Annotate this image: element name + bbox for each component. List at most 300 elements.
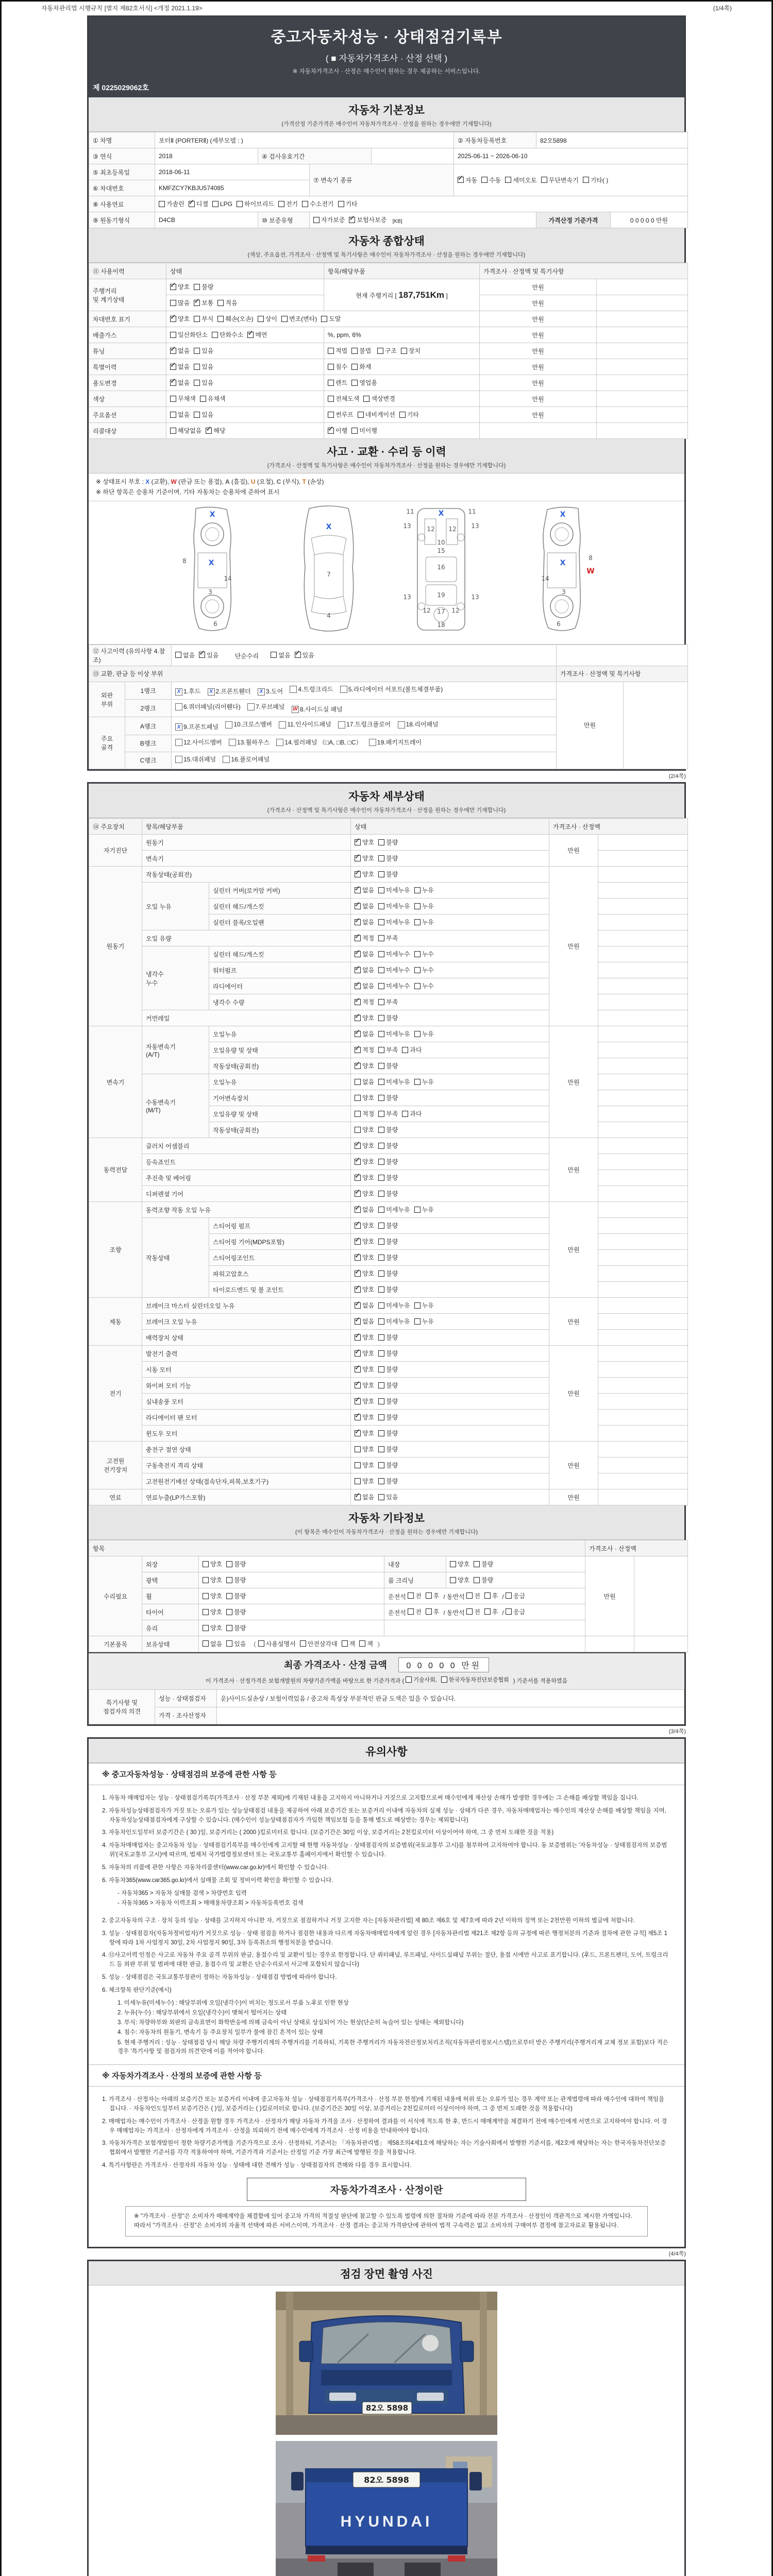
checkbox-option[interactable]: 불량: [378, 870, 398, 878]
svg-text:X: X: [560, 510, 566, 519]
checkbox-option[interactable]: 없음: [355, 1077, 374, 1086]
panel-item[interactable]: X 2.프론트휀더: [208, 686, 251, 698]
panel-item[interactable]: 17.트렁크플로어: [338, 719, 391, 731]
checkbox-option[interactable]: ✓ 이행: [328, 426, 347, 435]
checkbox-option[interactable]: ✓ 자동: [458, 176, 477, 184]
checkbox-option[interactable]: 미세누수: [378, 981, 410, 990]
checkbox-option[interactable]: 무채색: [170, 394, 196, 403]
checkbox-option[interactable]: 후: [484, 1607, 498, 1616]
parts-price: 만원: [557, 682, 624, 769]
svg-text:8: 8: [182, 557, 187, 565]
checkbox-option[interactable]: 응급: [506, 1591, 525, 1600]
checkbox-option[interactable]: 잭: [342, 1639, 356, 1648]
checkbox-option[interactable]: 미세누유: [378, 1301, 410, 1310]
checkbox-option[interactable]: 화재: [351, 362, 371, 371]
checkbox-option[interactable]: 불량: [226, 1607, 246, 1616]
checkbox-option[interactable]: 불량: [378, 1477, 398, 1485]
checkbox-option[interactable]: ✓ 양호: [355, 1173, 374, 1182]
checkbox-option[interactable]: 전: [466, 1607, 480, 1616]
checkbox-option[interactable]: 잭: [359, 1639, 373, 1648]
checkbox-option[interactable]: 전: [408, 1607, 422, 1616]
checkbox-option[interactable]: 전체도색: [328, 394, 359, 403]
checkbox-option[interactable]: 불량: [378, 1173, 398, 1182]
checkbox-option[interactable]: 있음: [194, 378, 213, 387]
final-price-bar: 최종 가격조사 · 산정 금액 0 0 0 0 0 만원 이 가격조사 · 산정가격은 보험개발원의 차량기준가액을 바탕으로 한 기준가격과 ( 기술사회, 한국자동차진단보증협회 ) 기준서를 적용하였음: [89, 1652, 684, 1689]
report-note: ※ 자동차가격조사 · 산정은 매수인이 원하는 경우 제공하는 서비스입니다.: [292, 69, 481, 75]
checkbox-option[interactable]: 변조(변타): [281, 314, 317, 323]
svg-text:15: 15: [437, 547, 445, 554]
group-price: 만원: [549, 1442, 598, 1489]
checkbox-option[interactable]: 미세누유: [378, 902, 410, 910]
checkbox-option[interactable]: 누유: [414, 1077, 434, 1086]
checkbox-option[interactable]: 불량: [226, 1591, 246, 1600]
registration-number: 82오5898: [536, 132, 688, 148]
checkbox-option[interactable]: 부족: [378, 934, 398, 942]
checkbox-option[interactable]: ✓ 있음: [199, 651, 219, 659]
panel-item[interactable]: 18.리어패널: [398, 719, 439, 731]
checkbox-option[interactable]: ✓ 적정: [355, 997, 374, 1006]
checkbox-option[interactable]: 후: [484, 1591, 498, 1600]
checkbox-option[interactable]: 미세누유: [378, 918, 410, 926]
checkbox-option[interactable]: ✓ 양호: [355, 1365, 374, 1374]
checkbox-option[interactable]: 불량: [378, 1141, 398, 1150]
checkbox-option[interactable]: ✓ 양호: [355, 1013, 374, 1022]
svg-text:6: 6: [557, 620, 561, 628]
panel-item[interactable]: 10.크로스멤버: [225, 719, 272, 731]
checkbox-option[interactable]: 적음: [217, 298, 237, 307]
checkbox-option[interactable]: 양호: [355, 1445, 374, 1453]
inspector-comment: 운)사이드실손상 / 보험이력있음 / 중고차 특성상 부분적인 판금 도색은 있을 수 있습니다.: [217, 1690, 684, 1707]
accident-header: 사고 · 교환 · 수리 등 이력 (가격조사 · 산정액 및 특기사항은 매수인이 자동차가격조사 · 산정을 원하는 경우에만 기재합니다): [89, 439, 684, 473]
checkbox-option[interactable]: 기타: [338, 199, 358, 208]
checkbox-option[interactable]: 누유: [414, 1301, 434, 1310]
other-table: 항목 가격조사 · 산정액 수리필요 외장 양호 불량 내장 양호 불량 만원 광택 양호 불량 룸 크리닝 양호 불량 휠 양호 불량 운전석 전 후 / 동반석 전 후 / 응급 타이어 양호 불량 운전석 전 후 / 동반석 전 후 / 응급 유리 양호 불량 기본품목 보유상태 없음 있음 （ 사용설명서 안전삼각대 잭 잭 ）: [89, 1540, 688, 1652]
checkbox-option[interactable]: 네비게이션: [358, 410, 395, 419]
checkbox-option[interactable]: 불량: [194, 282, 213, 291]
group-price: 만원: [549, 1489, 598, 1505]
checkbox-option[interactable]: 양호: [355, 1461, 374, 1469]
panel-item[interactable]: 5.라디에이터 서포트(볼트체결부품): [340, 684, 443, 696]
checkbox-option[interactable]: 안전삼각대: [300, 1639, 338, 1648]
comprehensive-header: 자동차 종합상태 (색상, 주요옵션, 가격조사 · 산정액 및 특기사항은 매수인이 자동차가격조사 · 산정을 원하는 경우에만 기재합니다): [89, 228, 684, 263]
checkbox-option[interactable]: 가솔린: [159, 199, 184, 208]
checkbox-option[interactable]: 전: [408, 1591, 422, 1600]
checkbox-option[interactable]: 기술사회,: [406, 1675, 437, 1684]
checkbox-option[interactable]: ✓ 양호: [355, 854, 374, 862]
checkbox-option[interactable]: ✓ 보험사보증: [349, 215, 386, 224]
checkbox-option[interactable]: 한국자동차진단보증협회: [441, 1675, 509, 1684]
checkbox-option[interactable]: ✓ 없음: [170, 346, 190, 355]
price-definition-text: ※ "가격조사 · 산정"은 소비자가 매매계약을 체결함에 있어 중고차 가격의 적절성 판단에 참고할 수 있도록 법령에 의한 절차와 기준에 따라 전문 가격조사 · 산정인이 객관적으로 제시한 가액입니다. 따라서 "가격조사 · 산정"은 소비자의 자율적 선택에 따른 서비스이며, 가격조사 · 산정 결과는 중고차 가격판단에 관하여 법적 구속력은 없고 소비자의 구매여부 결정에 참고자료로 활용됩니다.: [125, 2206, 648, 2236]
checkbox-option[interactable]: 없음: [175, 651, 195, 659]
checkbox-option[interactable]: 하이브리드: [237, 199, 274, 208]
panel-item[interactable]: 12.사이드멤버: [175, 737, 222, 749]
vin: KMFZCY7KBJU574085: [155, 180, 310, 196]
checkbox-option[interactable]: 적법: [328, 346, 347, 355]
comprehensive-section: [89, 228, 684, 439]
checkbox-option[interactable]: 불량: [378, 1061, 398, 1070]
checkbox-option[interactable]: 불량: [378, 1237, 398, 1246]
checkbox-option[interactable]: 불량: [378, 1349, 398, 1358]
group-price: 만원: [549, 867, 598, 1026]
checkbox-option[interactable]: 도말: [321, 314, 341, 323]
checkbox-option[interactable]: 불량: [378, 1157, 398, 1166]
svg-text:8: 8: [589, 554, 593, 562]
panel-item[interactable]: 13.휠하우스: [229, 737, 270, 749]
basic-table: ① 차명 포터Ⅱ (PORTERⅡ) (세부모델 : ) ② 자동차등록번호 82오5898 ③ 연식 2018 ④ 검사유효기간 2025-06-11 ~ 2026-06-10 ⑤ 최초등록일 2018-06-11 ⑦ 변속기 종류 ✓ 자동 수동 세미오토 무단변속기 기타( ) ⑥ 차대번호 KMFZCY7KBJU574085 ⑧ 사용연료 가솔린 ✓ 디젤 LPG 하이브리드 전기 수소전기 기타 ⑨ 원동기형식 D4CB ⑩ 보증유형 자가보증 ✓ 보험사보증 [KB] 가격산정 기준가격 0 0 0 0 0 만원: [89, 132, 688, 228]
svg-text:4: 4: [327, 612, 331, 619]
checkbox-option[interactable]: ✓ 양호: [355, 838, 374, 846]
checkbox-option[interactable]: 불량: [378, 838, 398, 846]
page-marker-2: (2/4쪽): [668, 773, 686, 780]
svg-text:17: 17: [437, 607, 445, 615]
checkbox-option[interactable]: 양호: [355, 1477, 374, 1485]
checkbox-option[interactable]: ✓ 없음: [355, 1205, 374, 1214]
inspector-comment: [217, 1707, 684, 1724]
checkbox-option[interactable]: 불량: [378, 1221, 398, 1230]
section-box-1: [87, 15, 686, 771]
svg-text:16: 16: [437, 563, 445, 571]
checkbox-option[interactable]: 누수: [414, 950, 434, 958]
checkbox-option[interactable]: 과다: [402, 1045, 422, 1054]
damage-diagram-wrap: [89, 501, 684, 645]
panel-item[interactable]: 16.플로어패널: [223, 754, 270, 766]
svg-text:12: 12: [451, 606, 460, 614]
checkbox-option[interactable]: 불량: [378, 1381, 398, 1389]
checkbox-option[interactable]: 불량: [378, 1269, 398, 1278]
panel-item[interactable]: 6.쿼더패널(리어휀다): [175, 701, 241, 713]
engine-type: D4CB: [155, 212, 258, 228]
checkbox-option[interactable]: 사용설명서: [258, 1639, 296, 1648]
checkbox-option[interactable]: 누수: [414, 965, 434, 974]
checkbox-option[interactable]: 침수: [328, 362, 347, 371]
checkbox-option[interactable]: 과다: [402, 1109, 422, 1118]
svg-text:13: 13: [403, 522, 411, 530]
checkbox-option[interactable]: 훼손(오손): [217, 314, 253, 323]
inspection-photo-front: [276, 2292, 497, 2435]
checkbox-option[interactable]: 불량: [378, 1413, 398, 1421]
svg-text:X: X: [208, 558, 214, 567]
checkbox-option[interactable]: 불량: [378, 1285, 398, 1294]
checkbox-option[interactable]: 누수: [414, 981, 434, 990]
checkbox-option[interactable]: 있음: [378, 1493, 398, 1501]
checkbox-option[interactable]: ✓ 없음: [355, 902, 374, 910]
damage-code-legend: ※ 상태표시 부호 : X (교환), W (판금 또는 용접), A (흠집), U (요철), C (부식), T (손상) ※ 하단 항목은 승용차 기준이며, 기타 자동차는 승용차에 준하여 표시: [89, 473, 684, 501]
checkbox-option[interactable]: 없음: [271, 651, 290, 659]
checkbox-option[interactable]: ✓ 양호: [170, 314, 190, 323]
checkbox-option[interactable]: 있음: [194, 362, 213, 371]
checkbox-option[interactable]: ✓ 디젤: [189, 199, 208, 208]
checkbox-option[interactable]: ✓ 매연: [247, 330, 267, 339]
checkbox-option[interactable]: 있음: [194, 410, 213, 419]
svg-text:6: 6: [213, 620, 217, 628]
checkbox-option[interactable]: ✓ 없음: [170, 378, 190, 387]
checkbox-option[interactable]: 부족: [378, 997, 398, 1006]
checkbox-option[interactable]: ✓ 양호: [355, 1333, 374, 1342]
checkbox-option[interactable]: 불량: [226, 1575, 246, 1584]
checkbox-option[interactable]: 불량: [378, 1125, 398, 1134]
checkbox-option[interactable]: 구조: [377, 346, 397, 355]
checkbox-option[interactable]: 누유: [414, 1205, 434, 1214]
notice-list-1: 1. 자동차 매매업자는 성능 · 상태점검기록부(가격조사 · 산정 부분 제외)에 기재된 내용을 고지하지 아니하거나 거짓으로 고지함으로써 매수인에게 재산상 손해가 발생한 경우에는 그 손해를 배상할 책임을 집니다. 2. 자동차성능상태점검자가 거짓 또는 오류가 있는 성능상태점검 내용을 제공하여 아래 보증기간 또는 보증거리 이내에 자동차의 실제 성능 · 상태가 다른 경우, 자동차매매업자는 매수인의 재산상 손해를 배상할 책임을 지며, 자동차성능상태점검자에게 구상할 수 있습니다. (매수인이 성능상태점검자가 가입한 책임보험 등을 통해 별도로 배상받는 경우는 제외합니다) 3. 자동차인도일부터 보증기간은 ( 30 )일, 보증거리는 ( 2000 )킬로미터로 합니다. (보증기간은 30일 이상, 보증거리는 2천킬로미터 이상이어야 하며, 그 중 먼저 도래한 것을 적용) 4. 자동차매매업자는 중고자동차 성능 · 상태점검기록부를 매수인에게 고지할 때 현행 자동차성능 · 상태점검자의 보증범위(국토교통부 고시)를 첨부하여 고지하여야 합니다. 동 보증범위는 '자동차성능 · 상태점검자의 보증범위'(국토교통부 고시)에 따르며, 법제처 국가법령정보센터 또는 국토교통부 홈페이지에서 확인할 수 있습니다. 5. 자동차의 리콜에 관한 사항은 자동차리콜센터(www.car.go.kr)에서 확인할 수 있습니다. 6. 자동차365(www.car365.go.kr)에서 실매물 조회 및 정비이력 확인을 확인할 수 있습니다. - 자동차365 > 자동차 실매물 검색 > 차량번호 입력 - 자동차365 > 자동차 이력조회 > 매매용차량조회 > 자동차등록번호 검색 2. 중고자동차의 구조 · 장치 등의 성능 · 상태를 고지하지 아니한 자, 거짓으로 점검하거나 거짓 고지한 자는 [자동차관리법] 제 80조 제6호 및 제7호에 따라 2년 이하의 징역 또는 2천만원 이하의 벌금에 처합니다. 3. 성능 · 상태점검자(자동차정비업자)가 거짓으로 성능 · 상태 점검을 하거나 점검한 내용과 다르게 자동차매매업자에게 알린 경우 [자동차관리법 제21조 제2항 등의 규정에 따른 행정처분의 기준과 절차에 관한 규칙] 제5조 1항에 따라 1차 사업정지 30일, 2차 사업정지 90일, 3차 등록취소의 행정처분을 받습니다. 4. ⑫사고이력 인정은 사고로 자동차 주요 골격 부위의 판금, 용접수리 및 교환이 있는 경우로 한정합니다. 단 쿼터패널, 루프패널, 사이드실패널 부위는 절단, 용접 시에만 사고로 표기합니다. (후드, 프론트펜더, 도어, 트렁크리드 등 외판 부위 및 범퍼에 대한 판금, 용접수리 및 교환은 단순수리로서 사고에 포함되지 않습니다) 5. 성능 · 상태점검은 국토교통부장관이 정하는 자동차성능 · 상태점검 방법에 따라야 합니다. 6. 체크항목 판단기준(예시) 1. 미세누유(미세누수) : 해당부위에 오일(냉각수)이 비치는 정도로서 부품 노후로 인한 현상 2. 누유(누수) : 해당부위에서 오일(냉각수)이 맺혀서 떨어지는 상태 3. 부식: 차량하부와 외판의 금속표면이 화학반응에 의해 금속이 아닌 상태로 상실되어 가는 현상(단순히 녹슬어 있는 상태는 제외합니다) 4. 침수: 자동차의 원동기, 변속기 등 주요장치 일부가 물에 잠긴 흔적이 있는 상태 5. 현재 주행거리 : 성능 · 상태점검 당시 해당 차량 주행거리계의 주행거리를 기록하되, 기록한 주행거리가 자동차전산정보처리조직(자동차관리정보시스템)으로부터 받은 주행거리(주행거리계 교체 정보 포함)보다 적은 경우 '특기사항 및 점검자의 의견'란에 이를 적어야 합니다.: [102, 1795, 668, 2055]
checkbox-option[interactable]: ✓ 없음: [355, 1317, 374, 1326]
group-price: 만원: [549, 1202, 598, 1298]
checkbox-option[interactable]: 미세누유: [378, 1317, 410, 1326]
checkbox-option[interactable]: 적정: [355, 1109, 374, 1118]
svg-text:3: 3: [562, 588, 566, 596]
checkbox-option[interactable]: 불량: [474, 1575, 493, 1584]
checkbox-option[interactable]: 불량: [378, 1093, 398, 1102]
checkbox-option[interactable]: LPG: [212, 200, 232, 208]
svg-text:HYUNDAI: HYUNDAI: [340, 2513, 433, 2530]
checkbox-option[interactable]: 불량: [378, 1429, 398, 1437]
checkbox-option[interactable]: 불량: [378, 1333, 398, 1342]
checkbox-option[interactable]: ✓ 양호: [355, 1381, 374, 1389]
checkbox-option[interactable]: ✓ 양호: [355, 1157, 374, 1166]
notice-title: 유의사항: [365, 1746, 408, 1758]
report-title-band: [89, 17, 684, 80]
checkbox-option[interactable]: 세미오토: [505, 176, 536, 184]
transmission-options: [454, 164, 688, 196]
checkbox-option[interactable]: ✓ 없음: [355, 950, 374, 958]
checkbox-option[interactable]: 자가보증: [313, 215, 345, 224]
checkbox-option[interactable]: 후: [426, 1591, 440, 1600]
svg-text:14: 14: [224, 574, 232, 582]
svg-text:13: 13: [471, 522, 479, 530]
checkbox-option[interactable]: 불량: [378, 1461, 398, 1469]
checkbox-option[interactable]: ✓ 없음: [355, 965, 374, 974]
checkbox-option[interactable]: 기타( ): [583, 176, 609, 184]
checkbox-option[interactable]: 누유: [414, 902, 434, 910]
checkbox-option[interactable]: 수동: [481, 176, 501, 184]
checkbox-option[interactable]: 렌트: [328, 378, 347, 387]
checkbox-option[interactable]: 불량: [226, 1623, 246, 1632]
photos-header: [89, 2261, 684, 2285]
checkbox-option[interactable]: 양호: [203, 1575, 222, 1584]
checkbox-option[interactable]: ✓ 양호: [355, 1253, 374, 1262]
checkbox-option[interactable]: 불량: [226, 1560, 246, 1568]
inspection-period: 2025-06-11 ~ 2026-06-10: [454, 148, 688, 164]
checkbox-option[interactable]: ✓ 적정: [355, 1045, 374, 1054]
photos-title: 점검 장면 촬영 사진: [340, 2268, 433, 2280]
checkbox-option[interactable]: 후: [426, 1607, 440, 1616]
checkbox-option[interactable]: 색상변경: [363, 394, 395, 403]
checkbox-option[interactable]: ✓ 없음: [355, 1493, 374, 1501]
checkbox-option[interactable]: ✓ 양호: [355, 1061, 374, 1070]
checkbox-option[interactable]: 불량: [474, 1560, 493, 1568]
checkbox-option[interactable]: ✓ 없음: [355, 1029, 374, 1038]
checkbox-option[interactable]: ✓ 양호: [355, 1429, 374, 1437]
comprehensive-table: ⑪ 사용이력 상태 항목/해당부품 가격조사 · 산정액 및 특기사항 주행거리 및 계기상태 ✓ 양호 불량 현재 주행거리 [ 187,751Km ] 만원 많음 ✓ 보통 적음 만원 차대번호 표기 ✓ 양호 부식 훼손(오손) 상이 변조(변타) 도말 만원 배출가스 일산화탄소 탄화수소 ✓ 매연 %, ppm, 6% 만원 튜닝 ✓ 없음 있음 적법 불법 구조 장치 만원 특별이력 ✓ 없음 있음 침수 화재 만원 용도변경 ✓ 없음 있음 렌트 영업용 만원 색상 무채색 유채색 전체도색 색상변경 만원 주요옵션 없음 있음 썬루프 네비게이션 기타 만원 리콜대상 해당없음 ✓ 해당 ✓ 이행 미이행: [89, 263, 688, 439]
photos-body: [89, 2292, 684, 2576]
svg-text:18: 18: [437, 621, 445, 629]
checkbox-option[interactable]: 누유: [414, 1317, 434, 1326]
checkbox-option[interactable]: 양호: [355, 1125, 374, 1134]
checkbox-option[interactable]: 미세누수: [378, 965, 410, 974]
checkbox-option[interactable]: 장치: [401, 346, 421, 355]
checkbox-option[interactable]: 누유: [414, 918, 434, 926]
checkbox-option[interactable]: 양호: [450, 1560, 469, 1568]
checkbox-option[interactable]: ✓ 양호: [355, 1349, 374, 1358]
svg-text:3: 3: [208, 588, 212, 596]
checkbox-option[interactable]: 양호: [203, 1560, 222, 1568]
checkbox-option[interactable]: 양호: [203, 1623, 222, 1632]
checkbox-option[interactable]: 있음: [194, 346, 213, 355]
svg-text:12: 12: [448, 525, 457, 533]
panel-item[interactable]: X 1.후드: [175, 686, 200, 698]
checkbox-option[interactable]: ✓ 양호: [355, 1189, 374, 1198]
checkbox-option[interactable]: 미세누수: [378, 950, 410, 958]
svg-text:11: 11: [468, 507, 476, 515]
panel-item[interactable]: 11.인사이드패널: [279, 719, 331, 731]
checkbox-option[interactable]: 유채색: [200, 394, 226, 403]
checkbox-option[interactable]: 영업용: [351, 378, 377, 387]
checkbox-option[interactable]: ✓ 보통: [194, 298, 213, 307]
checkbox-option[interactable]: ✓ 없음: [355, 1301, 374, 1310]
panel-item[interactable]: X 3.도어: [258, 686, 283, 698]
svg-text:13: 13: [471, 593, 479, 601]
base-price: 0 0 0 0 0 만원: [611, 212, 688, 228]
checkbox-option[interactable]: 불법: [351, 346, 371, 355]
checkbox-option[interactable]: ✓ 없음: [170, 362, 190, 371]
checkbox-option[interactable]: 상이: [258, 314, 277, 323]
checkbox-option[interactable]: 없음: [203, 1639, 222, 1648]
checkbox-option[interactable]: 없음: [170, 410, 190, 419]
group-price: 만원: [549, 835, 598, 867]
detail-table: ⑭ 주요장치 항목/해당부품 상태 가격조사 · 산정액 자기진단 원동기 ✓ 양호 불량 만원 변속기 ✓ 양호 불량 원동기 작동상태(공회전) ✓ 양호 불량 만원 오일 누유 실린더 커버(로커암 커버) ✓ 없음 미세누유 누유 실린더 헤드/개스킷 ✓ 없음 미세누유 누유 실린더 블록/오일팬 ✓ 없음 미세누유 누유 오일 유량 ✓ 적정 부족 냉각수 누수 실린더 헤드/개스킷 ✓ 없음 미세누수 누수 워터펌프 ✓ 없음 미세누수 누수 라디에이터 ✓ 없음 미세누수 누수 냉각수 수량 ✓ 적정 부족 커먼레일 ✓ 양호 불량 변속기 자동변속기 (A/T) 오일누유 ✓ 없음 미세누유 누유 만원 오일유량 및 상태 ✓ 적정 부족 과다 작동상태(공회전) ✓ 양호 불량 수동변속기 (M/T) 오일누유 없음 미세누유 누유 기어변속장치 양호 불량 오일유량 및 상태 적정 부족 과다 작동상태(공회전) 양호 불량 동력전달 클러치 어셈블리 ✓ 양호 불량 만원 등속죠인트 ✓ 양호 불량 추진축 및 베어링 ✓ 양호 불량 디퍼렌셜 기어 ✓ 양호 불량 조향 동력조향 작동 오일 누유 ✓ 없음 미세누유 누유 만원 작동상태 스티어링 펌프 ✓ 양호 불량 스티어링 기어(MDPS포함) ✓ 양호 불량 스티어링조인트 ✓ 양호 불량 파워고압호스 ✓ 양호 불량 타이로드엔드 및 볼 조인트 ✓ 양호 불량 제동 브레이크 마스터 실린더오일 누유 ✓ 없음 미세누유 누유 만원 브레이크 오일 누유 ✓ 없음 미세누유 누유 배력장치 상태 ✓ 양호 불량 전기 발전기 출력 ✓ 양호 불량 만원 시동 모터 ✓ 양호 불량 와이퍼 모터 기능 ✓ 양호 불량 실내송풍 모터 ✓ 양호 불량 라디에이터 팬 모터 ✓ 양호 불량 윈도우 모터 ✓ 양호 불량 고전원 전기장치 충전구 절연 상태 양호 불량 만원 구동축전지 격리 상태 양호 불량 고전원전기배선 상태(접속단자,피복,보호기구) 양호 불량 연료 연료누출(LP가스포함) ✓ 없음 있음 만원: [89, 818, 688, 1505]
group-price: 만원: [549, 1346, 598, 1442]
checkbox-option[interactable]: 미세누유: [378, 1029, 410, 1038]
checkbox-option[interactable]: 전기: [278, 199, 298, 208]
notice-header: [89, 1739, 684, 1763]
svg-text:X: X: [438, 509, 444, 518]
panel-item[interactable]: W 8.사이드실 패널: [292, 704, 343, 716]
checkbox-option[interactable]: ✓ 없음: [355, 886, 374, 894]
checkbox-option[interactable]: 불량: [378, 1365, 398, 1374]
checkbox-option[interactable]: ✓ 있음: [295, 651, 314, 659]
checkbox-option[interactable]: 불량: [378, 1253, 398, 1262]
checkbox-option[interactable]: 있음: [226, 1639, 246, 1648]
checkbox-option[interactable]: 양호: [450, 1575, 469, 1584]
checkbox-option[interactable]: 부족: [378, 1109, 398, 1118]
remarks-table: 특기사항 및 점검자의 의견 성능 · 상태점검자 운)사이드실손상 / 보험이력있음 / 중고차 특성상 부분적인 판금 도색은 있을 수 있습니다. 가격 · 조사산정자: [89, 1689, 684, 1724]
checkbox-option[interactable]: ✓ 없음: [355, 981, 374, 990]
notice-subhead-1: ※ 중고자동차성능 · 상태점검의 보증에 관한 사항 등: [89, 1763, 684, 1785]
checkbox-option[interactable]: ✓ 양호: [355, 1285, 374, 1294]
checkbox-option[interactable]: 누유: [414, 1029, 434, 1038]
checkbox-option[interactable]: 기타: [399, 410, 419, 419]
checkbox-option[interactable]: 썬루프: [328, 410, 354, 419]
group-price: 만원: [549, 1298, 598, 1346]
checkbox-option[interactable]: ✓ 양호: [355, 1141, 374, 1150]
checkbox-option[interactable]: 부식: [194, 314, 213, 323]
checkbox-option[interactable]: 불량: [378, 1189, 398, 1198]
checkbox-option[interactable]: 부족: [378, 1045, 398, 1054]
checkbox-option[interactable]: 불량: [378, 854, 398, 862]
group-price: 만원: [549, 1026, 598, 1138]
svg-text:X: X: [560, 558, 566, 567]
svg-text:19: 19: [437, 591, 445, 599]
checkbox-option[interactable]: 누유: [414, 886, 434, 894]
checkbox-option[interactable]: 해당없음: [170, 426, 201, 435]
accident-history-section: [89, 439, 684, 769]
checkbox-option[interactable]: ✓ 적정: [355, 934, 374, 942]
svg-text:10: 10: [437, 538, 445, 546]
checkbox-option[interactable]: 불량: [378, 1445, 398, 1453]
checkbox-option[interactable]: 양호: [203, 1591, 222, 1600]
section-box-4: [87, 2260, 686, 2576]
checkbox-option[interactable]: ✓ 양호: [355, 1237, 374, 1246]
svg-text:13: 13: [403, 593, 411, 601]
svg-text:14: 14: [541, 574, 549, 582]
checkbox-option[interactable]: 미세누유: [378, 886, 410, 894]
svg-text:7: 7: [327, 570, 331, 578]
basic-header: 자동차 기본정보 (가격산정 기준가격은 매수인이 자동차가격조사 · 산정을 원하는 경우에만 기재합니다): [89, 97, 684, 132]
checkbox-option[interactable]: 탄화수소: [212, 330, 243, 339]
checkbox-option[interactable]: ✓ 양호: [355, 1397, 374, 1405]
svg-text:12: 12: [427, 525, 435, 533]
panel-item[interactable]: 19.패키지트레이: [369, 737, 422, 749]
section-box-3: [87, 1737, 686, 2248]
detail-condition-section: [89, 784, 684, 1505]
checkbox-option[interactable]: 불량: [378, 1013, 398, 1022]
report-title: 중고자동차성능 · 상태점검기록부: [271, 29, 502, 46]
checkbox-option[interactable]: ✓ 양호: [355, 1269, 374, 1278]
checkbox-option[interactable]: 미세누유: [378, 1077, 410, 1086]
checkbox-option[interactable]: ✓ 없음: [355, 918, 374, 926]
report-subtitle: ( ■ 자동차가격조사 · 산정 선택 ): [325, 54, 448, 63]
panel-item[interactable]: 7.루브패널: [247, 701, 284, 713]
svg-text:X: X: [209, 510, 215, 519]
panel-item[interactable]: 4.트렁크리드: [290, 684, 333, 696]
page-meta: [41, 4, 732, 12]
checkbox-option[interactable]: ✓ 해당: [206, 426, 225, 435]
checkbox-option[interactable]: 미이행: [351, 426, 377, 435]
checkbox-option[interactable]: ✓ 양호: [355, 870, 374, 878]
detail-header: 자동차 세부상태 (가격조사 · 산정액 및 특기사항은 매수인이 자동차가격조사 · 산정을 원하는 경우에만 기재합니다): [89, 784, 684, 818]
checkbox-option[interactable]: 불량: [378, 1397, 398, 1405]
checkbox-option[interactable]: 일산화탄소: [170, 330, 208, 339]
damage-diagram: [160, 504, 613, 636]
accident-table: ⑫ 사고이력 (유의사항 4.참조) 없음 ✓ 있음 단순수리 없음 ✓ 있음 ⑬ 교환, 판금 등 이상 부위 가격조사 · 산정액 및 특기사항 외판 부위 1랭크 X 1.후드 X 2.프론트휀더 X 3.도어 4.트렁크리드 5.라디에이터 서포트(볼트체결부품) 만원 2랭크 6.쿼더패널(리어휀다) 7.루브패널 W 8.사이드실 패널 주요 골격 A랭크 X 9.프론트패널 10.크로스멤버 11.인사이드패널 17.트렁크플로어 18.리어패널 B랭크 12.사이드멤버 13.휠하우스 14.필러패널 （□A, □B, □C） 19.패키지트레이 C랭크 15.대쉬패널 16.플로어패널: [89, 645, 688, 769]
checkbox-option[interactable]: 양호: [203, 1607, 222, 1616]
checkbox-option[interactable]: 양호: [355, 1093, 374, 1102]
checkbox-option[interactable]: ✓ 양호: [355, 1221, 374, 1230]
warranty-options: 자가보증 ✓ 보험사보증 [KB]: [310, 212, 536, 228]
panel-item[interactable]: 14.필러패널 （□A, □B, □C）: [276, 737, 362, 749]
svg-text:11: 11: [406, 507, 414, 515]
panel-item[interactable]: X 9.프론트패널: [175, 721, 219, 733]
checkbox-option[interactable]: 무단변속기: [541, 176, 579, 184]
svg-text:82오 5898: 82오 5898: [364, 2475, 409, 2485]
document-number: 제 0225029062호: [89, 80, 684, 97]
basic-info-section: [89, 97, 684, 228]
checkbox-option[interactable]: ✓ 양호: [355, 1413, 374, 1421]
checkbox-option[interactable]: 전: [466, 1591, 480, 1600]
odometer: 현재 주행거리 [ 187,751Km ]: [324, 279, 480, 311]
checkbox-option[interactable]: 미세누유: [378, 1205, 410, 1214]
checkbox-option[interactable]: 응급: [506, 1607, 525, 1616]
page-marker-3: (3/4쪽): [668, 1728, 686, 1735]
other-info-section: [89, 1505, 684, 1724]
notice-list-2: 1. 가격조사 · 산정자는 아래의 보증기간 또는 보증거리 이내에 중고자동차 성능 · 상태점검기록부(가격조사 · 산정 부분 한정)에 기재된 내용에 허위 또는 오류가 있는 경우 계약 또는 관계법령에 따라 매수인에 대하여 책임을 집니다. · 자동차인도일부터 보증기간은 ( )일, 보증거리는 ( )킬로미터로 합니다. (보증기간은 30일 이상, 보증거리는 2천킬로미터 이상이어야 하며, 그 중 먼저 도래한 것을 적용합니다) 2. 매매업자는 매수인이 가격조사 · 산정을 원할 경우 가격조사 · 산정자가 해당 자동차 가격을 조사 · 산정하여 결과를 이 서식에 적도록 한 후, 반드시 매매계약을 체결하기 전에 매수인에게 서면으로 고지하여야 합니다. 이 경우 매매업자는 가격조사 · 산정자에게 가격조사 · 산정을 의뢰하기 전에 매수인에게 가격조사 · 산정 비용을 안내하여야 합니다. 3. 자동차가격은 보험개발원이 정한 차량기준가액을 기준가격으로 조사 · 산정하되, 기준서는 「자동차관리법」 제58조의4제1호에 해당하는 자는 기술사회에서 발행한 기준서를, 제2호에 해당하는 자는 한국자동차진단보증협회에서 발행한 기준서를 각각 적용하여야 하며, 기준가격과 기준서는 산정일 기준 가장 최근에 발행된 것을 적용합니다. 4. 특기사항란은 가격조사 · 산정자의 자동차 성능 · 상태에 대한 견해가 성능 · 상태점검자의 견해와 다를 경우 표시합니다. 자동차가격조사 · 산정이란 ※ "가격조사 · 산정"은 소비자가 매매계약을 체결함에 있어 중고차 가격의 적절성 판단에 참고할 수 있도록 법령에 의한 절차와 기준에 따라 전문 가격조사 · 산정인이 객관적으로 제시한 가액입니다. 따라서 "가격조사 · 산정"은 소비자의 자율적 선택에 따른 서비스이며, 가격조사 · 산정 결과는 중고차 가격판단에 관하여 법적 구속력은 없고 소비자의 구매여부 결정에 참고자료로 활용됩니다.: [89, 2087, 684, 2246]
checkbox-option[interactable]: ✓ 양호: [170, 282, 190, 291]
checkbox-option[interactable]: 수소전기: [302, 199, 333, 208]
panel-item[interactable]: 15.대쉬패널: [175, 754, 216, 766]
inspection-photo-rear: [276, 2441, 497, 2576]
svg-text:12: 12: [423, 606, 431, 614]
checkbox-option[interactable]: 많음: [170, 298, 190, 307]
